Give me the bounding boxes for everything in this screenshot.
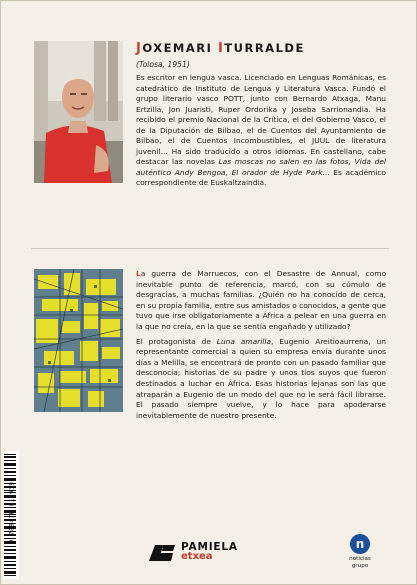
author-name: JOXEMARI ITURRALDE — [136, 41, 305, 56]
author-origin: (Tolosa, 1951) — [136, 60, 190, 69]
partner-logo — [343, 534, 377, 569]
publisher-logo — [147, 541, 238, 563]
isbn-number: 9 788476 818939 — [8, 481, 16, 544]
author-bio: Es escritor en lengua vasca. Licenciado en Lenguas Románicas, es catedrático de Instituto de Lengua y Literatura Vasca. Fundó el grupo literario vasco POTT, junto con Bernardo Atxaga, Manu Ertzilla, Jon Juaristi, Ruper Ordorika y Joseba Sarrionandia. Ha recibido el premio Nacional de la Crítica, el del Gobierno Vasco, el de la Diputación de Bilbao, el de Cuentos del Ayuntamiento de Bilbao, el de Cuentos Incombustibles, el JUUL de literatura juvenil... Ha sido traducido a otros idiomas. En castellano, cabe destacar las novelas Las moscas no salen en las fotos, Vida del auténtico Andy Bengoa, El orador de Hyde Park... Es académico correspondiente de Euskaltzaindia. — [136, 73, 386, 187]
book-title: Luna amarilla — [216, 336, 271, 346]
publisher-sub: etxea — [181, 551, 213, 562]
partner-mark-icon: n — [350, 534, 370, 554]
partner-name: noticias — [349, 556, 371, 562]
bio-book-titles: Las moscas no salen en las fotos, Vida del auténtico Andy Bengoa, El orador de Hyde Park — [136, 157, 386, 177]
section-divider — [31, 248, 389, 249]
synopsis-paragraph-2: El protagonista de Luna amarilla, Eugenio Areitioaurrena, un representante comercial a quien su empresa envía durante unos días a Melilla, se encontrará de pronto con un pasado familiar que desconocía; historias de su padre y unos tíos suyos que fueron destinados a luchar en África. Esas historias lejanas son las que atraparán a Eugenio de un modo del que no le será fácil librarse. El pasado siempre vuelve, y lo hace para apoderarse inevitablemente de nuestro presente. — [136, 336, 386, 420]
synopsis-paragraph-1: La guerra de Marruecos, con el Desastre de Annual, como inevitable punto de referencia, marcó, con su cúmulo de desgracias, a muchas familias. ¿Quién no ha conocido de cerca, en su propia familia, entre sus amistados o conocidos, a gente que tuvo que irse obligatoriamente a África a pelear en una guerra en la que no creía, en la que se sentía engañado y utilizado? — [136, 269, 386, 331]
publisher-mark-icon — [147, 541, 177, 563]
partner-sub: grupo — [351, 562, 369, 569]
publisher-name: PAMIELA — [181, 541, 238, 553]
cover-art-thumbnail — [34, 269, 123, 412]
author-photo — [34, 41, 123, 183]
book-synopsis — [136, 269, 386, 421]
